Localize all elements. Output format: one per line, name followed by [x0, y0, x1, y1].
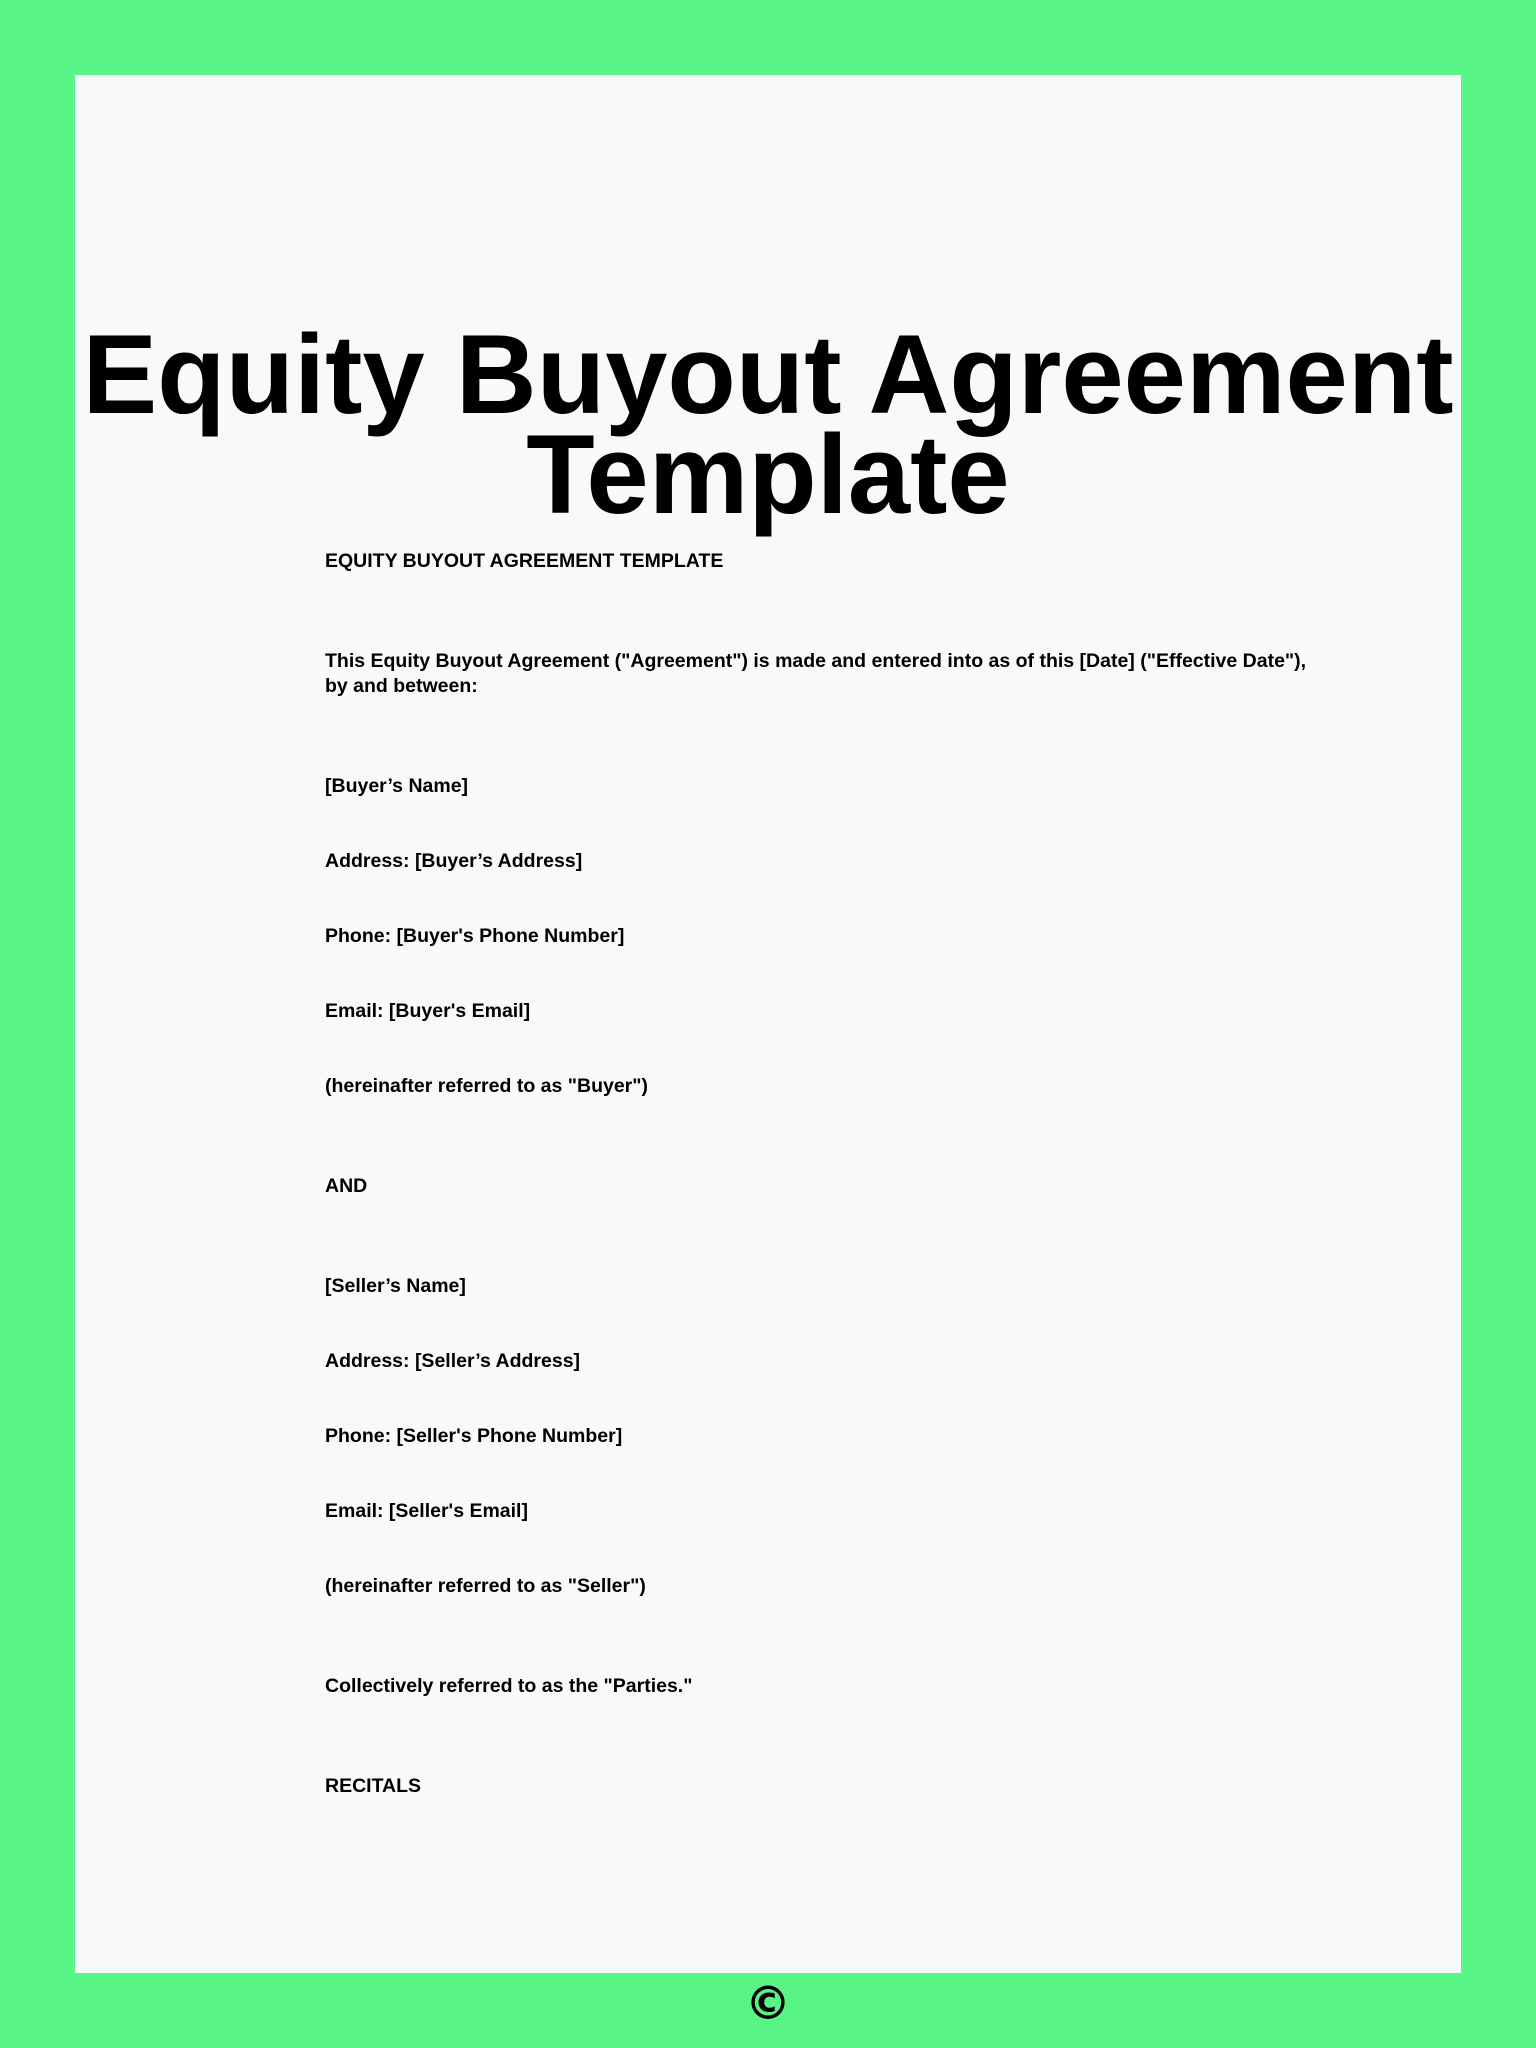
seller-email: Email: [Seller's Email] — [325, 1500, 528, 1522]
intro-line-1: This Equity Buyout Agreement ("Agreement") is made and entered into as of this [Date] ("Effective Date"), — [325, 650, 1307, 672]
document-title — [75, 312, 1461, 537]
buyer-address: Address: [Buyer’s Address] — [325, 850, 583, 872]
buyer-name: [Buyer’s Name] — [325, 775, 469, 797]
and-label: AND — [325, 1175, 368, 1197]
copyright-icon: © — [745, 1976, 791, 2030]
title-line-1: Equity Buyout Agreement — [82, 312, 1454, 437]
seller-phone: Phone: [Seller's Phone Number] — [325, 1425, 623, 1447]
seller-address: Address: [Seller’s Address] — [325, 1350, 581, 1372]
parties-statement: Collectively referred to as the "Parties." — [325, 1675, 693, 1697]
document-page — [75, 75, 1461, 2030]
buyer-referred: (hereinafter referred to as "Buyer") — [325, 1075, 649, 1097]
seller-referred: (hereinafter referred to as "Seller") — [325, 1575, 646, 1597]
section-heading: EQUITY BUYOUT AGREEMENT TEMPLATE — [325, 550, 724, 572]
buyer-phone: Phone: [Buyer's Phone Number] — [325, 925, 625, 947]
buyer-email: Email: [Buyer's Email] — [325, 1000, 531, 1022]
recitals-heading: RECITALS — [325, 1775, 422, 1797]
intro-line-2: by and between: — [325, 675, 478, 697]
title-line-2: Template — [526, 412, 1010, 537]
seller-name: [Seller’s Name] — [325, 1275, 466, 1297]
